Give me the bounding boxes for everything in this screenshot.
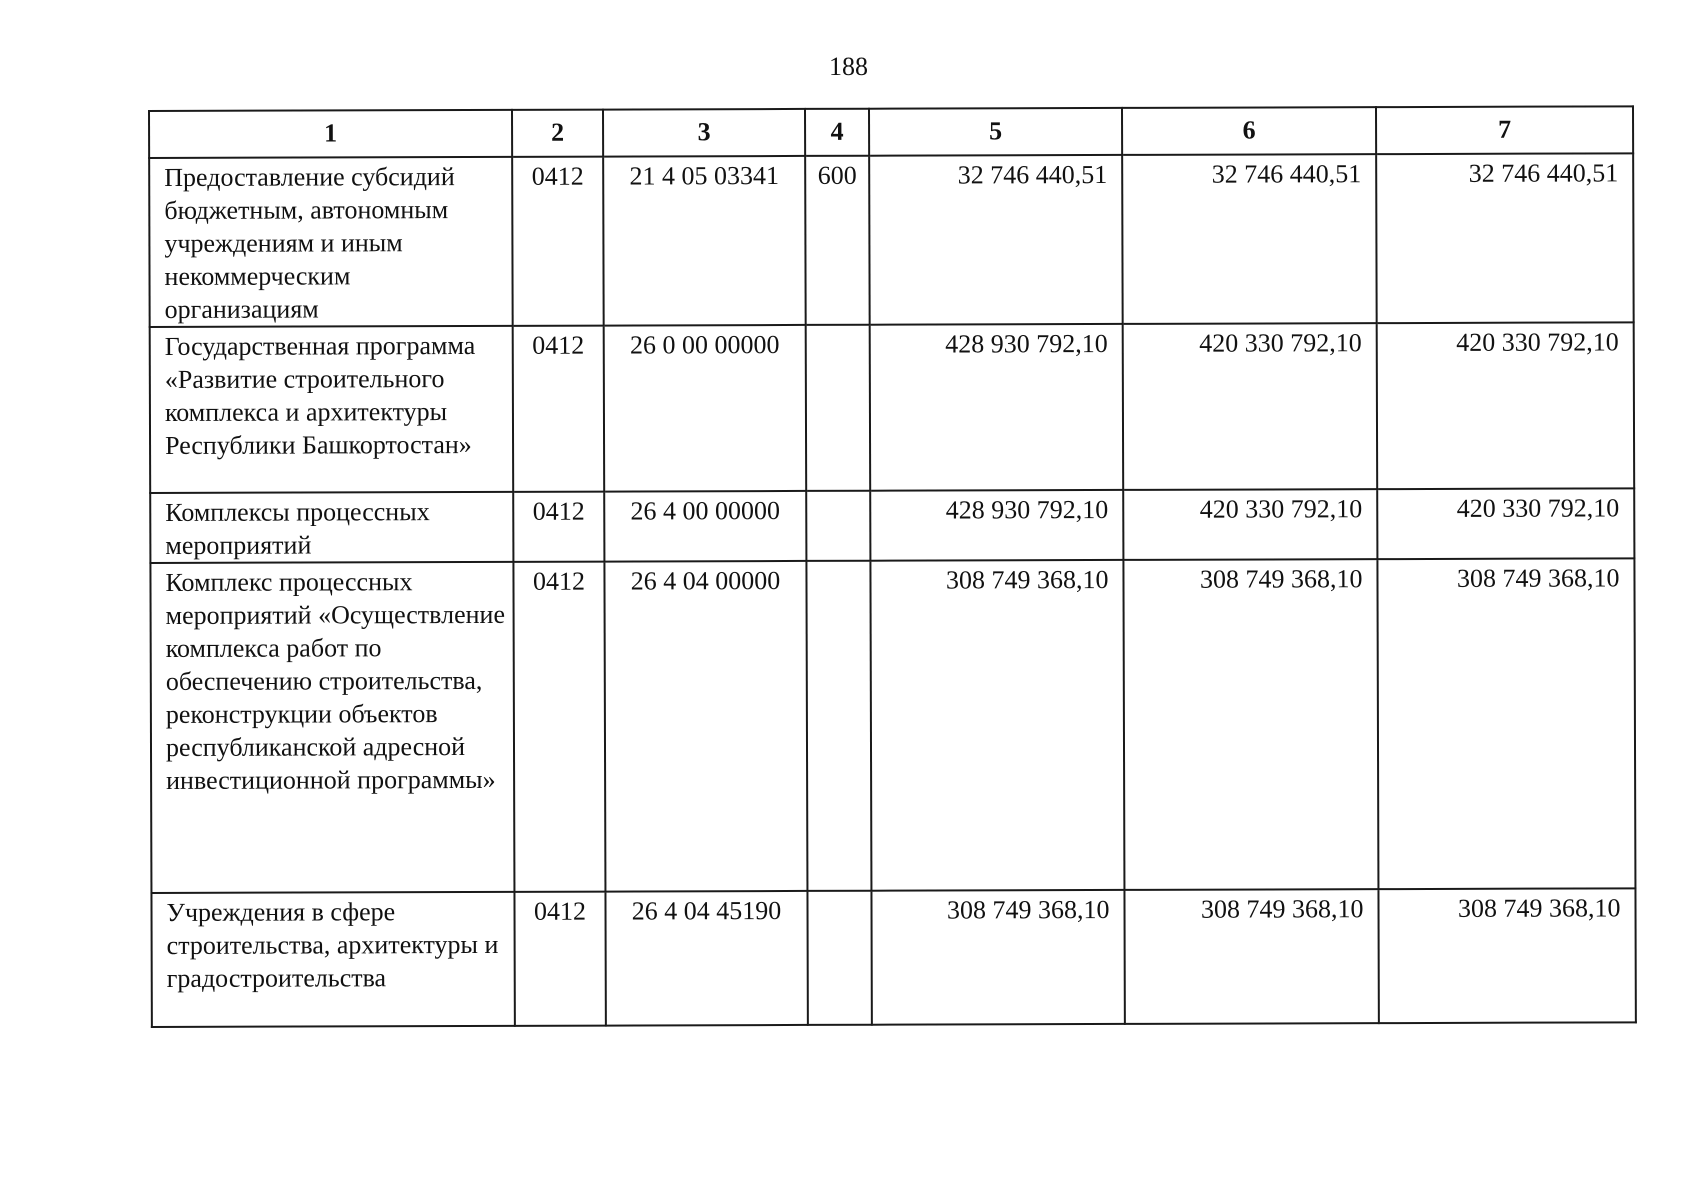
row-amount-6: 308 749 368,10 <box>1123 559 1378 890</box>
table-row <box>150 558 1635 893</box>
row-target-code: 26 0 00 00000 <box>604 325 807 492</box>
row-target-code: 26 4 04 00000 <box>604 561 807 892</box>
row-name: Государственная программа «Развитие строительного комплекса и архитектуры Республики Башкортостан» <box>150 326 514 493</box>
column-header-7: 7 <box>1376 106 1633 154</box>
row-amount-6: 32 746 440,51 <box>1122 154 1377 324</box>
row-amount-5: 308 749 368,10 <box>870 560 1124 891</box>
row-amount-5: 308 749 368,10 <box>871 890 1124 1025</box>
row-name: Учреждения в сфере строительства, архитектуры и градостроительства <box>151 892 514 1027</box>
row-target-code: 26 4 04 45190 <box>605 891 807 1026</box>
table-row <box>151 888 1635 1027</box>
row-name: Предоставление субсидий бюджетным, автономным учреждениям и иным некоммерческим организациям <box>149 157 513 327</box>
row-name: Комплексы процессных мероприятий <box>150 492 513 563</box>
row-expense-type <box>806 491 870 561</box>
row-section-code: 0412 <box>513 326 605 492</box>
table-row <box>149 153 1634 327</box>
row-amount-5: 428 930 792,10 <box>870 324 1124 491</box>
row-amount-7: 308 749 368,10 <box>1377 558 1635 889</box>
row-expense-type <box>806 325 871 491</box>
row-amount-6: 420 330 792,10 <box>1123 323 1378 490</box>
row-section-code: 0412 <box>513 492 604 562</box>
row-amount-5: 428 930 792,10 <box>870 490 1123 561</box>
row-amount-7: 308 749 368,10 <box>1378 888 1635 1023</box>
row-expense-type <box>807 891 871 1025</box>
column-header-5: 5 <box>869 108 1122 156</box>
column-header-4: 4 <box>805 109 869 156</box>
budget-table <box>148 105 1637 1028</box>
row-section-code: 0412 <box>514 892 605 1026</box>
row-section-code: 0412 <box>513 562 605 892</box>
column-header-2: 2 <box>512 110 603 157</box>
row-expense-type: 600 <box>805 156 870 325</box>
row-name: Комплекс процессных мероприятий «Осуществление комплекса работ по обеспечению строительства, реконструкции объектов республиканской адресной инвестиционной программы» <box>150 562 514 893</box>
row-target-code: 21 4 05 03341 <box>603 156 806 326</box>
column-header-3: 3 <box>603 109 805 157</box>
row-section-code: 0412 <box>512 157 604 326</box>
row-amount-7: 32 746 440,51 <box>1376 153 1634 323</box>
row-amount-7: 420 330 792,10 <box>1377 322 1635 489</box>
table-header-row <box>149 106 1633 158</box>
table-row <box>150 488 1634 563</box>
column-header-1: 1 <box>149 110 512 158</box>
row-target-code: 26 4 00 00000 <box>604 491 806 562</box>
table-row <box>150 322 1635 493</box>
row-amount-5: 32 746 440,51 <box>869 155 1123 325</box>
row-amount-6: 308 749 368,10 <box>1124 889 1378 1024</box>
page-number: 188 <box>829 52 868 81</box>
column-header-6: 6 <box>1122 107 1376 155</box>
row-amount-6: 420 330 792,10 <box>1123 489 1377 560</box>
row-amount-7: 420 330 792,10 <box>1377 488 1634 559</box>
row-expense-type <box>806 561 871 891</box>
